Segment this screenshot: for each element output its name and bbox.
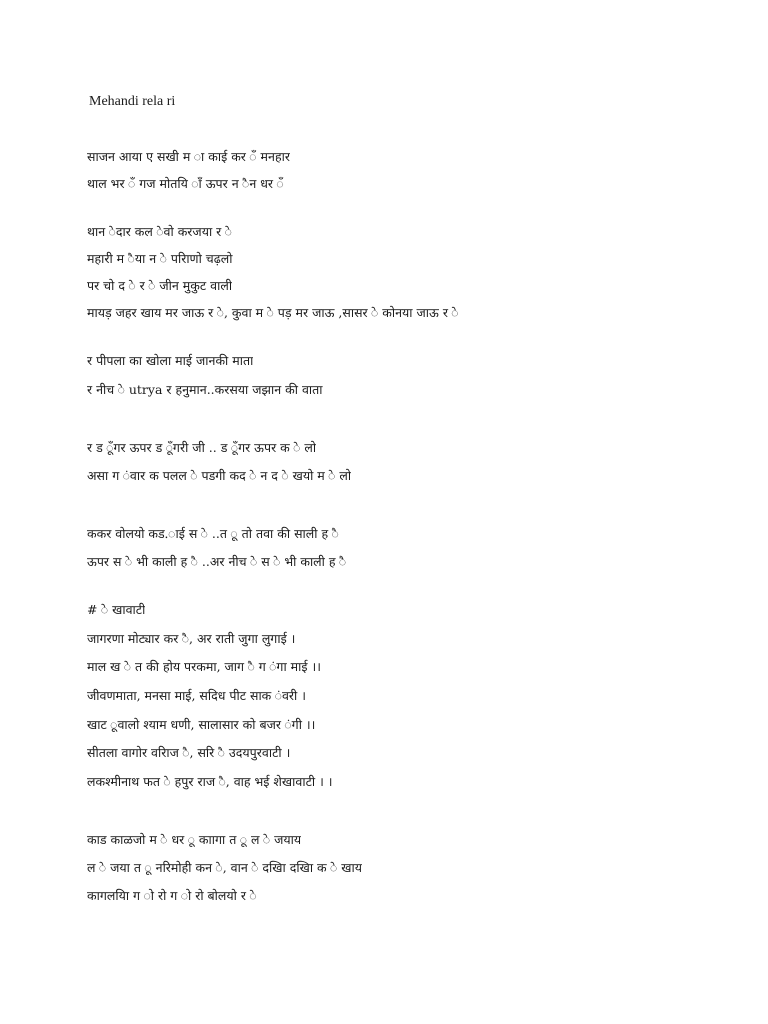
text-line: असा ग ंवार क पलल े पडगी कद े न द े खयो म े लो — [87, 468, 352, 483]
text-line: कागलयिा ग ो रो ग ो रो बोलयो र े — [87, 888, 257, 903]
text-line: र ड ूँगर ऊपर ड ूँगरी जी .. ड ूँगर ऊपर क े लो — [87, 440, 317, 455]
text-line: थान ेदार कल ेवो करजया र े — [87, 224, 232, 239]
text-line: थाल भर ँ गज मोतयि ाँ ऊपर न ैन धर ँ — [87, 176, 284, 191]
text-line: काड काळजो म े धर ू काागा त ू ल े जयाय — [87, 832, 302, 847]
text-line: ऊपर स े भी काली ह ै ..अर नीच े स े भी काली ह ै — [87, 554, 347, 569]
text-line: महारी म ैया न े परिाणो चढ़लो — [87, 251, 233, 266]
text-line: पर चो द े र े जीन मुकुट वाली — [87, 278, 233, 293]
text-line: साजन आया ए सखी म ा काई कर ँ मनहार — [87, 149, 290, 164]
text-line: लकश्मीनाथ फत े हपुर राज ै, वाह भई शेखावाटी । । — [87, 774, 333, 789]
text-line: जागरणा मोट्यार कर ै, अर राती जुगा लुगाई । — [87, 631, 296, 646]
text-line: ल े जया त ू नरिमोही कन े, वान े दखिा दखिा क े खाय — [87, 860, 362, 875]
document-title: Mehandi rela ri — [89, 94, 176, 109]
text-line: मायड़ जहर खाय मर जाऊ र े, कुवा म े पड़ मर जाऊ ,सासर े कोनया जाऊ र े — [87, 305, 459, 320]
text-line: र नीच े utrya र हनुमान..करसया जझान की वाता — [87, 382, 323, 397]
text-line: ककर वोलयो कड.ाई स े ..त ू तो तवा की साली ह ै — [87, 526, 339, 541]
text-line: माल ख े त की होय परकमा, जाग ै ग ंगा माई ।। — [87, 659, 321, 674]
text-line: र पीपला का खोला माई जानकी माता — [87, 353, 254, 368]
text-line: सीतला वागोर वरिाज ै, सरि ै उदयपुरवाटी । — [87, 745, 291, 760]
text-line: # े खावाटी — [87, 602, 146, 617]
text-line: खाट ूवालो श्याम धणी, सालासार को बजर ंगी ।। — [87, 717, 316, 732]
text-line: जीवणमाता, मनसा माई, सदिध पीट साक ंवरी । — [87, 688, 306, 703]
